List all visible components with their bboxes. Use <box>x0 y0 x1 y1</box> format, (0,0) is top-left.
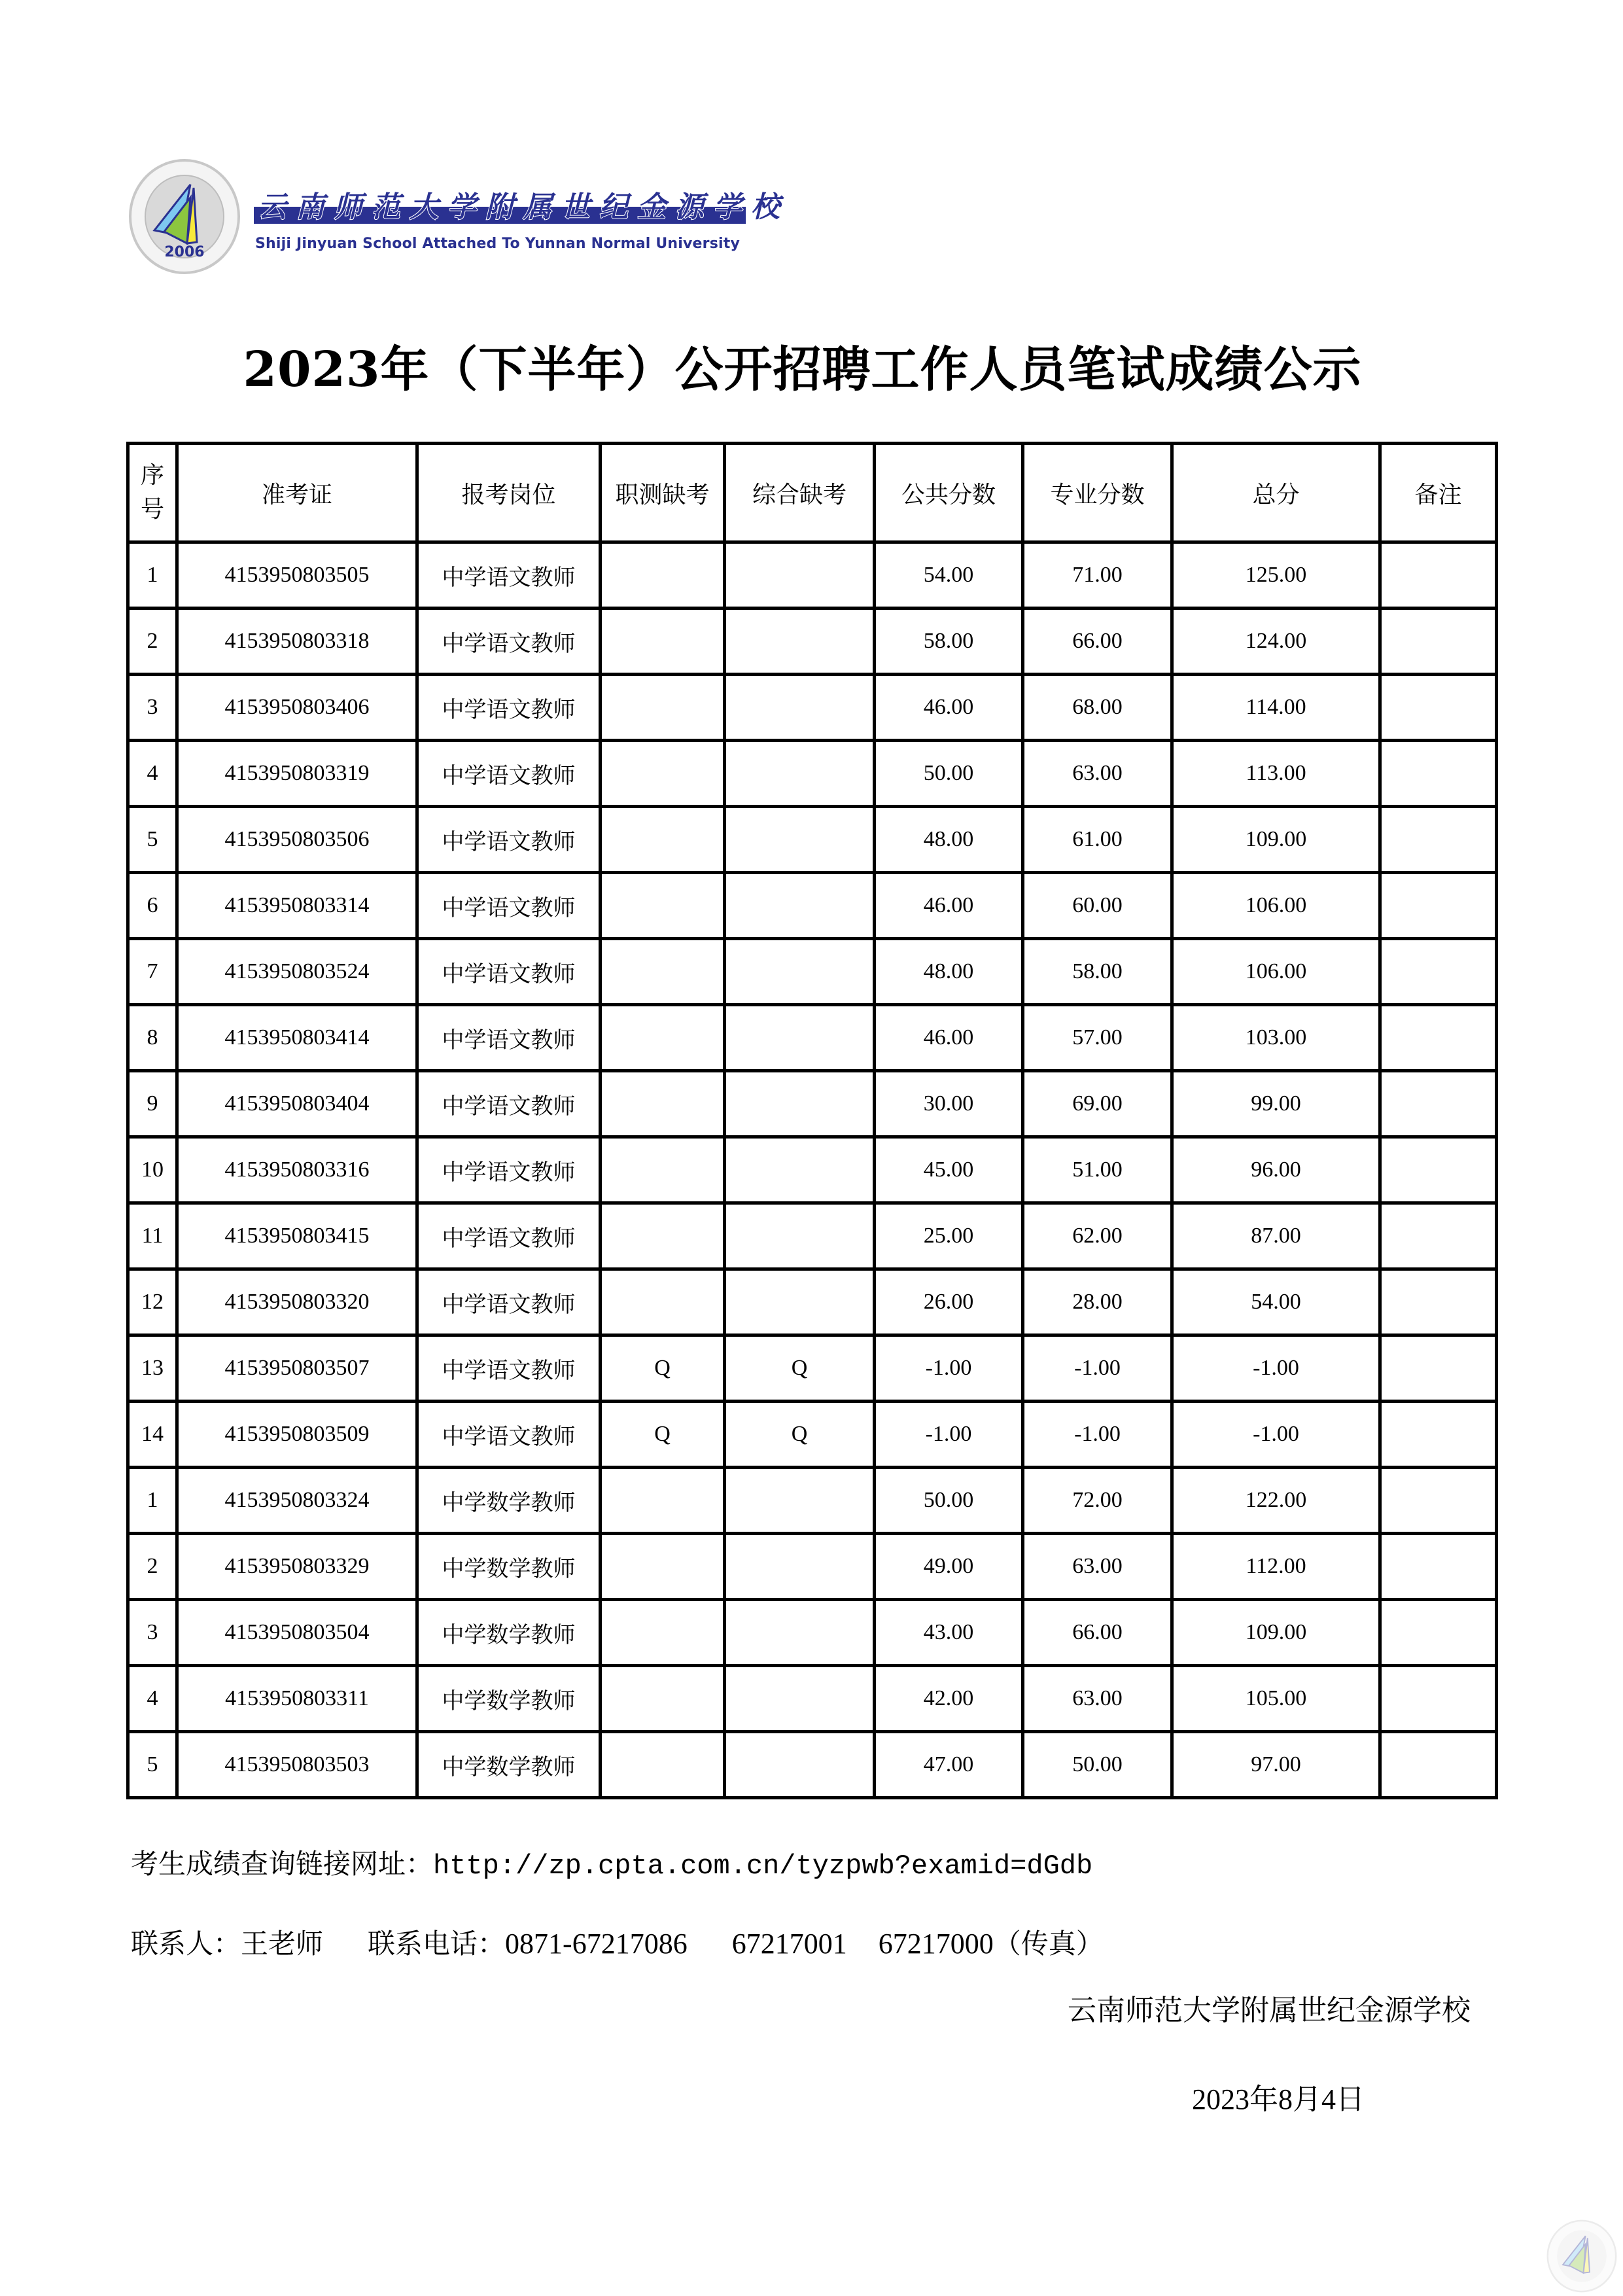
public-score-cell: 47.00 <box>875 1732 1023 1798</box>
admission-ticket-cell: 4153950803509 <box>177 1402 417 1468</box>
column-header-total: 总分 <box>1172 444 1380 542</box>
applied-post-cell: 中学语文教师 <box>417 1203 601 1269</box>
table-row <box>128 1402 1497 1468</box>
applied-post-cell: 中学数学教师 <box>417 1732 601 1798</box>
total-score-cell: 103.00 <box>1172 1005 1380 1071</box>
school-name-banner <box>254 190 789 224</box>
table-row <box>128 939 1497 1005</box>
public-score-cell: 46.00 <box>875 675 1023 741</box>
major-score-cell: -1.00 <box>1023 1335 1172 1402</box>
remark-cell <box>1380 1666 1497 1732</box>
remark-cell <box>1380 1005 1497 1071</box>
admission-ticket-cell: 4153950803524 <box>177 939 417 1005</box>
absent-aptitude-test-cell <box>601 1071 725 1137</box>
absent-aptitude-test-cell <box>601 741 725 807</box>
table-header-row <box>128 444 1497 542</box>
public-score-cell: 58.00 <box>875 609 1023 675</box>
column-header-absent-test: 职测缺考 <box>601 444 725 542</box>
applied-post-cell: 中学语文教师 <box>417 1071 601 1137</box>
public-score-cell: 42.00 <box>875 1666 1023 1732</box>
absent-aptitude-test-cell <box>601 609 725 675</box>
admission-ticket-cell: 4153950803505 <box>177 542 417 609</box>
table-row <box>128 1203 1497 1269</box>
absent-aptitude-test-cell <box>601 1137 725 1203</box>
absent-aptitude-test-cell: Q <box>601 1402 725 1468</box>
admission-ticket-cell: 4153950803406 <box>177 675 417 741</box>
total-score-cell: 125.00 <box>1172 542 1380 609</box>
major-score-cell: 50.00 <box>1023 1732 1172 1798</box>
absent-comprehensive-test-cell: Q <box>725 1402 875 1468</box>
absent-comprehensive-test-cell <box>725 675 875 741</box>
page-title: 2023年（下半年）公开招聘工作人员笔试成绩公示 <box>243 342 1362 398</box>
applied-post-cell: 中学语文教师 <box>417 807 601 873</box>
admission-ticket-cell: 4153950803329 <box>177 1534 417 1600</box>
major-score-cell: 28.00 <box>1023 1269 1172 1335</box>
absent-comprehensive-test-cell: Q <box>725 1335 875 1402</box>
row-number-cell: 14 <box>128 1402 177 1468</box>
admission-ticket-cell: 4153950803503 <box>177 1732 417 1798</box>
row-number-cell: 6 <box>128 873 177 939</box>
table-row <box>128 873 1497 939</box>
remark-cell <box>1380 1137 1497 1203</box>
score-query-link[interactable]: http://zp.cpta.com.cn/tyzpwb?examid=dGdb <box>433 1850 1093 1882</box>
absent-aptitude-test-cell <box>601 939 725 1005</box>
remark-cell <box>1380 609 1497 675</box>
table-row <box>128 609 1497 675</box>
phone-number-2: 67217001 <box>731 1928 847 1960</box>
score-query-link-line <box>131 1843 1092 1882</box>
admission-ticket-cell: 4153950803415 <box>177 1203 417 1269</box>
absent-comprehensive-test-cell <box>725 1534 875 1600</box>
public-score-cell: 50.00 <box>875 1468 1023 1534</box>
total-score-cell: 97.00 <box>1172 1732 1380 1798</box>
fax-note: （传真） <box>993 1928 1104 1960</box>
admission-ticket-cell: 4153950803404 <box>177 1071 417 1137</box>
major-score-cell: 63.00 <box>1023 1534 1172 1600</box>
remark-cell <box>1380 1732 1497 1798</box>
absent-comprehensive-test-cell <box>725 1600 875 1666</box>
row-number-cell: 4 <box>128 1666 177 1732</box>
row-number-cell: 10 <box>128 1137 177 1203</box>
total-score-cell: 113.00 <box>1172 741 1380 807</box>
total-score-cell: 99.00 <box>1172 1071 1380 1137</box>
column-header-major-score: 专业分数 <box>1023 444 1172 542</box>
table-row <box>128 542 1497 609</box>
absent-comprehensive-test-cell <box>725 807 875 873</box>
column-header-absent-comp: 综合缺考 <box>725 444 875 542</box>
absent-aptitude-test-cell <box>601 542 725 609</box>
table-row <box>128 1468 1497 1534</box>
row-number-cell: 9 <box>128 1071 177 1137</box>
remark-cell <box>1380 1468 1497 1534</box>
total-score-cell: 109.00 <box>1172 807 1380 873</box>
major-score-cell: 62.00 <box>1023 1203 1172 1269</box>
table-row <box>128 1137 1497 1203</box>
public-score-cell: 25.00 <box>875 1203 1023 1269</box>
absent-aptitude-test-cell <box>601 1005 725 1071</box>
absent-aptitude-test-cell <box>601 873 725 939</box>
absent-comprehensive-test-cell <box>725 741 875 807</box>
public-score-cell: 48.00 <box>875 807 1023 873</box>
table-row <box>128 1732 1497 1798</box>
svg-text:2006: 2006 <box>164 244 205 260</box>
row-number-cell: 12 <box>128 1269 177 1335</box>
absent-aptitude-test-cell <box>601 1600 725 1666</box>
absent-comprehensive-test-cell <box>725 1269 875 1335</box>
public-score-cell: 45.00 <box>875 1137 1023 1203</box>
row-number-cell: 3 <box>128 1600 177 1666</box>
column-header-remark: 备注 <box>1380 444 1497 542</box>
banner-english-text: Shiji Jinyuan School Attached To Yunnan Normal University <box>255 236 741 252</box>
remark-cell <box>1380 1600 1497 1666</box>
contact-label: 联系人： <box>131 1928 241 1960</box>
row-number-cell: 8 <box>128 1005 177 1071</box>
row-number-cell: 7 <box>128 939 177 1005</box>
major-score-cell: 68.00 <box>1023 675 1172 741</box>
absent-comprehensive-test-cell <box>725 873 875 939</box>
total-score-cell: 106.00 <box>1172 873 1380 939</box>
absent-aptitude-test-cell <box>601 1732 725 1798</box>
absent-comprehensive-test-cell <box>725 1666 875 1732</box>
absent-aptitude-test-cell <box>601 1534 725 1600</box>
major-score-cell: 72.00 <box>1023 1468 1172 1534</box>
major-score-cell: 69.00 <box>1023 1071 1172 1137</box>
row-number-cell: 5 <box>128 807 177 873</box>
major-score-cell: 66.00 <box>1023 609 1172 675</box>
column-header-post: 报考岗位 <box>417 444 601 542</box>
absent-aptitude-test-cell <box>601 807 725 873</box>
total-score-cell: 122.00 <box>1172 1468 1380 1534</box>
remark-cell <box>1380 542 1497 609</box>
table-row <box>128 807 1497 873</box>
public-score-cell: 30.00 <box>875 1071 1023 1137</box>
absent-comprehensive-test-cell <box>725 1732 875 1798</box>
watermark-seal-icon <box>1545 2219 1618 2293</box>
public-score-cell: 50.00 <box>875 741 1023 807</box>
absent-comprehensive-test-cell <box>725 609 875 675</box>
issue-date: 2023年8月4日 <box>1192 2083 1365 2115</box>
applied-post-cell: 中学语文教师 <box>417 1335 601 1402</box>
row-number-cell: 1 <box>128 1468 177 1534</box>
phone-number-1: 0871-67217086 <box>505 1928 688 1960</box>
public-score-cell: 46.00 <box>875 873 1023 939</box>
total-score-cell: 124.00 <box>1172 609 1380 675</box>
admission-ticket-cell: 4153950803314 <box>177 873 417 939</box>
applied-post-cell: 中学语文教师 <box>417 1005 601 1071</box>
row-number-cell: 13 <box>128 1335 177 1402</box>
school-logo <box>128 157 789 281</box>
fax-number: 67217000 <box>878 1928 994 1960</box>
remark-cell <box>1380 1203 1497 1269</box>
remark-cell <box>1380 1071 1497 1137</box>
total-score-cell: -1.00 <box>1172 1402 1380 1468</box>
total-score-cell: 96.00 <box>1172 1137 1380 1203</box>
issuer-signature: 云南师范大学附属世纪金源学校 <box>1068 1994 1471 2027</box>
total-score-cell: 105.00 <box>1172 1666 1380 1732</box>
admission-ticket-cell: 4153950803507 <box>177 1335 417 1402</box>
column-header-no: 序 号 <box>128 444 177 542</box>
remark-cell <box>1380 1402 1497 1468</box>
major-score-cell: 71.00 <box>1023 542 1172 609</box>
admission-ticket-cell: 4153950803504 <box>177 1600 417 1666</box>
total-score-cell: 106.00 <box>1172 939 1380 1005</box>
major-score-cell: 66.00 <box>1023 1600 1172 1666</box>
public-score-cell: 46.00 <box>875 1005 1023 1071</box>
table-row <box>128 1534 1497 1600</box>
applied-post-cell: 中学语文教师 <box>417 609 601 675</box>
remark-cell <box>1380 807 1497 873</box>
public-score-cell: 43.00 <box>875 1600 1023 1666</box>
absent-comprehensive-test-cell <box>725 939 875 1005</box>
table-row <box>128 741 1497 807</box>
row-number-cell: 2 <box>128 1534 177 1600</box>
row-number-cell: 2 <box>128 609 177 675</box>
phone-label: 联系电话： <box>368 1928 506 1960</box>
major-score-cell: 60.00 <box>1023 873 1172 939</box>
remark-cell <box>1380 1269 1497 1335</box>
absent-aptitude-test-cell <box>601 675 725 741</box>
applied-post-cell: 中学语文教师 <box>417 542 601 609</box>
admission-ticket-cell: 4153950803318 <box>177 609 417 675</box>
major-score-cell: 63.00 <box>1023 741 1172 807</box>
remark-cell <box>1380 939 1497 1005</box>
link-label: 考生成绩查询链接网址： <box>131 1848 434 1880</box>
absent-comprehensive-test-cell <box>725 1203 875 1269</box>
table-row <box>128 1600 1497 1666</box>
applied-post-cell: 中学数学教师 <box>417 1534 601 1600</box>
major-score-cell: 58.00 <box>1023 939 1172 1005</box>
table-row <box>128 1269 1497 1335</box>
total-score-cell: 54.00 <box>1172 1269 1380 1335</box>
public-score-cell: -1.00 <box>875 1335 1023 1402</box>
absent-comprehensive-test-cell <box>725 1071 875 1137</box>
public-score-cell: 54.00 <box>875 542 1023 609</box>
table-row <box>128 1335 1497 1402</box>
contact-line <box>131 1922 1104 1962</box>
school-seal-icon <box>128 158 241 275</box>
applied-post-cell: 中学数学教师 <box>417 1600 601 1666</box>
major-score-cell: -1.00 <box>1023 1402 1172 1468</box>
table-row <box>128 1666 1497 1732</box>
absent-aptitude-test-cell <box>601 1203 725 1269</box>
contact-name: 王老师 <box>241 1928 324 1960</box>
applied-post-cell: 中学语文教师 <box>417 939 601 1005</box>
applied-post-cell: 中学语文教师 <box>417 741 601 807</box>
total-score-cell: 114.00 <box>1172 675 1380 741</box>
admission-ticket-cell: 4153950803316 <box>177 1137 417 1203</box>
major-score-cell: 61.00 <box>1023 807 1172 873</box>
remark-cell <box>1380 741 1497 807</box>
applied-post-cell: 中学语文教师 <box>417 675 601 741</box>
public-score-cell: -1.00 <box>875 1402 1023 1468</box>
table-row <box>128 1071 1497 1137</box>
total-score-cell: 109.00 <box>1172 1600 1380 1666</box>
remark-cell <box>1380 675 1497 741</box>
major-score-cell: 63.00 <box>1023 1666 1172 1732</box>
banner-chinese-text: 云南师范大学附属世纪金源学校 <box>258 190 789 224</box>
admission-ticket-cell: 4153950803319 <box>177 741 417 807</box>
applied-post-cell: 中学语文教师 <box>417 873 601 939</box>
absent-comprehensive-test-cell <box>725 1468 875 1534</box>
major-score-cell: 57.00 <box>1023 1005 1172 1071</box>
total-score-cell: 87.00 <box>1172 1203 1380 1269</box>
admission-ticket-cell: 4153950803324 <box>177 1468 417 1534</box>
applied-post-cell: 中学语文教师 <box>417 1269 601 1335</box>
absent-aptitude-test-cell <box>601 1666 725 1732</box>
absent-aptitude-test-cell: Q <box>601 1335 725 1402</box>
absent-aptitude-test-cell <box>601 1468 725 1534</box>
remark-cell <box>1380 1534 1497 1600</box>
absent-comprehensive-test-cell <box>725 1137 875 1203</box>
absent-comprehensive-test-cell <box>725 1005 875 1071</box>
admission-ticket-cell: 4153950803414 <box>177 1005 417 1071</box>
table-row <box>128 1005 1497 1071</box>
applied-post-cell: 中学语文教师 <box>417 1402 601 1468</box>
row-number-cell: 4 <box>128 741 177 807</box>
row-number-cell: 1 <box>128 542 177 609</box>
row-number-cell: 11 <box>128 1203 177 1269</box>
applied-post-cell: 中学数学教师 <box>417 1666 601 1732</box>
applied-post-cell: 中学语文教师 <box>417 1137 601 1203</box>
admission-ticket-cell: 4153950803506 <box>177 807 417 873</box>
public-score-cell: 26.00 <box>875 1269 1023 1335</box>
table-row <box>128 675 1497 741</box>
absent-aptitude-test-cell <box>601 1269 725 1335</box>
applied-post-cell: 中学数学教师 <box>417 1468 601 1534</box>
row-number-cell: 3 <box>128 675 177 741</box>
total-score-cell: -1.00 <box>1172 1335 1380 1402</box>
admission-ticket-cell: 4153950803311 <box>177 1666 417 1732</box>
admission-ticket-cell: 4153950803320 <box>177 1269 417 1335</box>
major-score-cell: 51.00 <box>1023 1137 1172 1203</box>
row-number-cell: 5 <box>128 1732 177 1798</box>
total-score-cell: 112.00 <box>1172 1534 1380 1600</box>
remark-cell <box>1380 1335 1497 1402</box>
score-table <box>126 442 1498 1799</box>
public-score-cell: 49.00 <box>875 1534 1023 1600</box>
absent-comprehensive-test-cell <box>725 542 875 609</box>
column-header-public-score: 公共分数 <box>875 444 1023 542</box>
remark-cell <box>1380 873 1497 939</box>
column-header-ticket: 准考证 <box>177 444 417 542</box>
public-score-cell: 48.00 <box>875 939 1023 1005</box>
